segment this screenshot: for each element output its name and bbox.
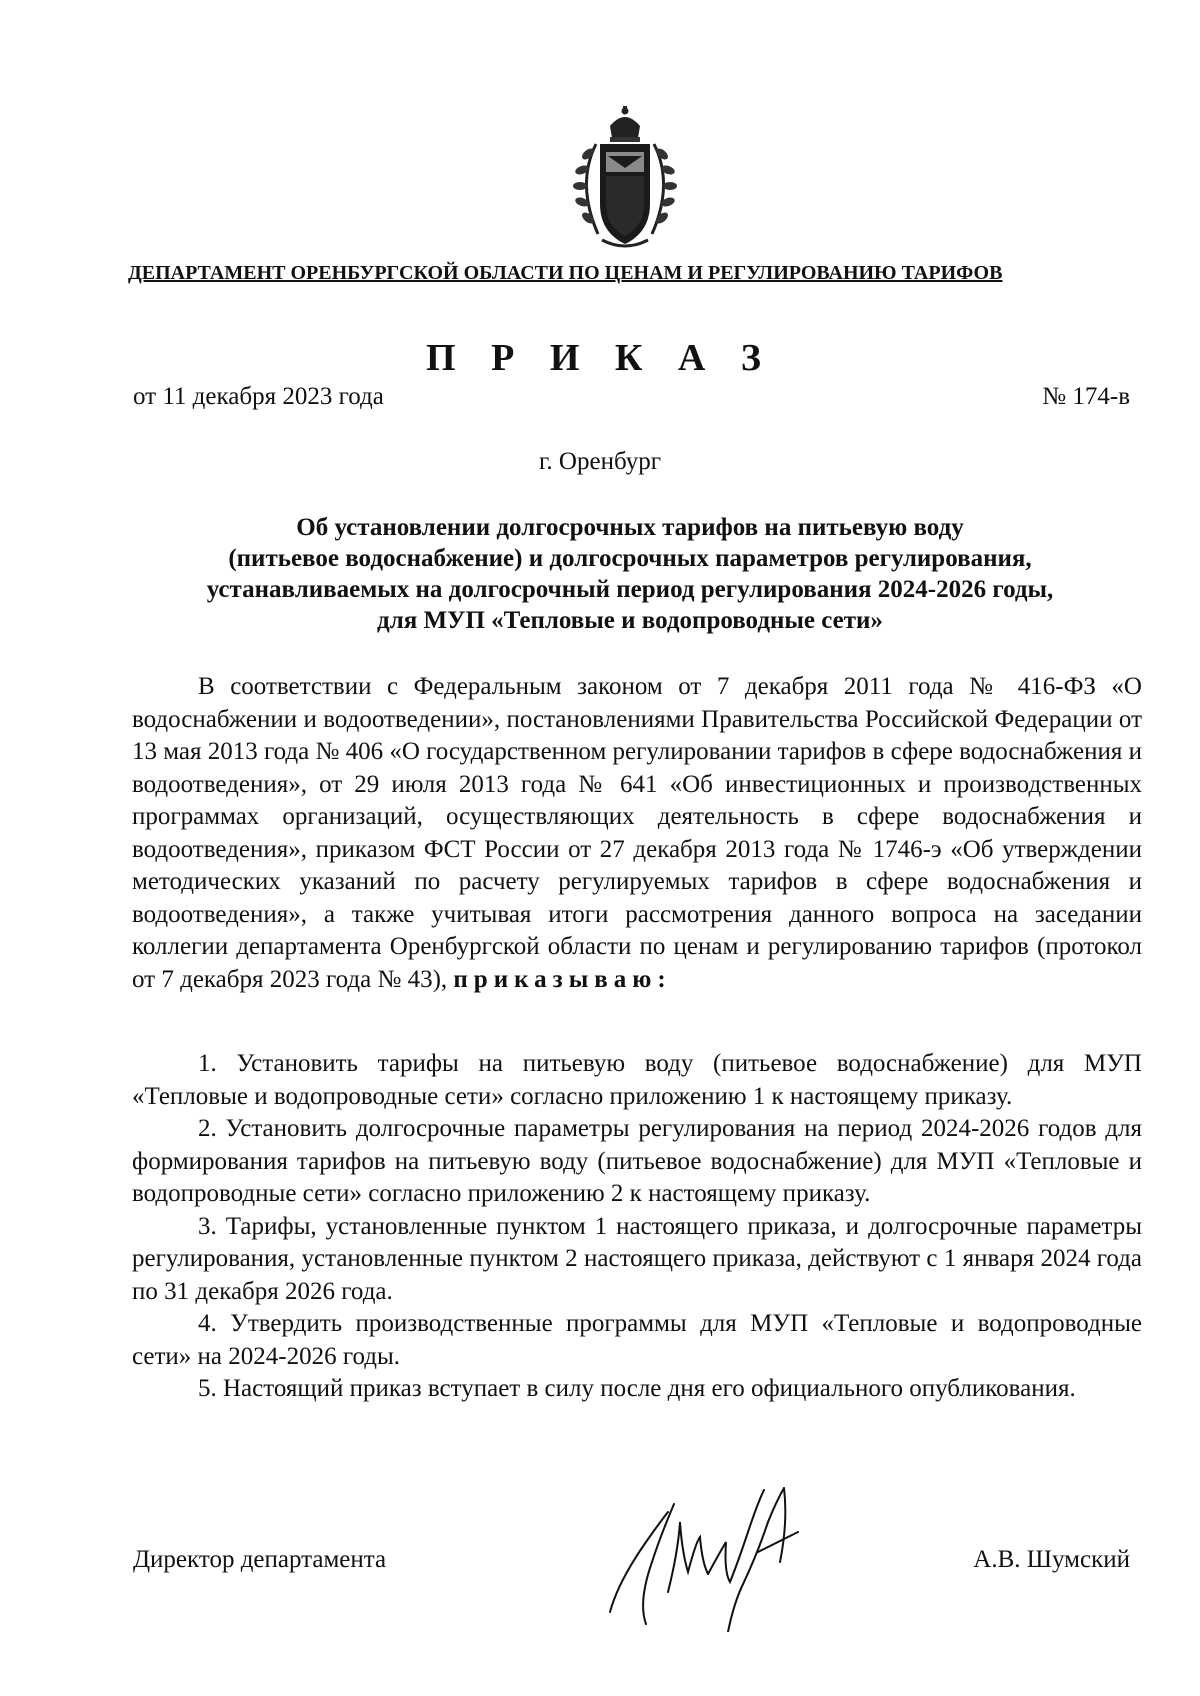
document-city: г. Оренбург	[539, 448, 661, 475]
signer-name: А.В. Шумский	[973, 1546, 1130, 1573]
department-name: ДЕПАРТАМЕНТ ОРЕНБУРГСКОЙ ОБЛАСТИ ПО ЦЕНАМ И РЕГУЛИРОВАНИЮ ТАРИФОВ	[128, 262, 1003, 284]
document-subject	[130, 512, 1130, 636]
order-item: 4. Утвердить производственные программы для МУП «Тепловые и водопроводные сети» на 2024-2026 годы.	[132, 1310, 1142, 1370]
order-item: 5. Настоящий приказ вступает в силу после дня его официального опубликования.	[198, 1375, 1076, 1402]
document-title: П Р И К А З	[426, 337, 774, 379]
order-items	[132, 1048, 1142, 1406]
order-item: 1. Установить тарифы на питьевую воду (питьевое водоснабжение) для МУП «Тепловые и водопроводные сети» согласно приложению 1 к настоящему приказу.	[132, 1050, 1142, 1110]
document-date: от 11 декабря 2023 года	[133, 383, 384, 410]
coat-of-arms-icon	[566, 104, 684, 254]
document-number: № 174-в	[1042, 383, 1130, 410]
preamble-text: В соответствии с Федеральным законом от 7 декабря 2011 года № 416-ФЗ «О водоснабжении и водоотведении», постановлениями Правительства Российской Федерации от 13 мая 2013 года № 406 «О государственном регулировании тарифов в сфере водоснабжения и водоотведения», от 29 июля 2013 года № 641 «Об инвестиционных и производственных программах организаций, осуществляющих деятельность в сфере водоснабжения и водоотведения», приказом ФСТ России от 27 декабря 2013 года № 1746-э «Об утверждении методических указаний по расчету регулируемых тарифов в сфере водоснабжения и водоотведения», а также учитывая итоги рассмотрения данного вопроса на заседании коллегии департамента Оренбургской области по ценам и регулированию тарифов (протокол от 7 декабря 2023 года № 43),	[132, 673, 1142, 993]
signer-position: Директор департамента	[133, 1546, 387, 1573]
subject-line: Об установлении долгосрочных тарифов на питьевую воду	[296, 514, 964, 541]
preamble-paragraph	[132, 671, 1142, 996]
ordered-word: приказываю:	[453, 965, 672, 993]
subject-line: устанавливаемых на долгосрочный период регулирования 2024-2026 годы,	[206, 576, 1054, 603]
subject-line: (питьевое водоснабжение) и долгосрочных параметров регулирования,	[228, 545, 1032, 572]
handwritten-signature-icon	[608, 1482, 838, 1632]
order-item: 3. Тарифы, установленные пунктом 1 настоящего приказа, и долгосрочные параметры регулирования, установленные пунктом 2 настоящего приказа, действуют с 1 января 2024 года по 31 декабря 2026 года.	[132, 1212, 1142, 1305]
order-item: 2. Установить долгосрочные параметры регулирования на период 2024-2026 годов для формирования тарифов на питьевую воду (питьевое водоснабжение) для МУП «Тепловые и водопроводные сети» согласно приложению 2 к настоящему приказу.	[132, 1115, 1142, 1207]
subject-line: для МУП «Тепловые и водопроводные сети»	[377, 607, 883, 634]
